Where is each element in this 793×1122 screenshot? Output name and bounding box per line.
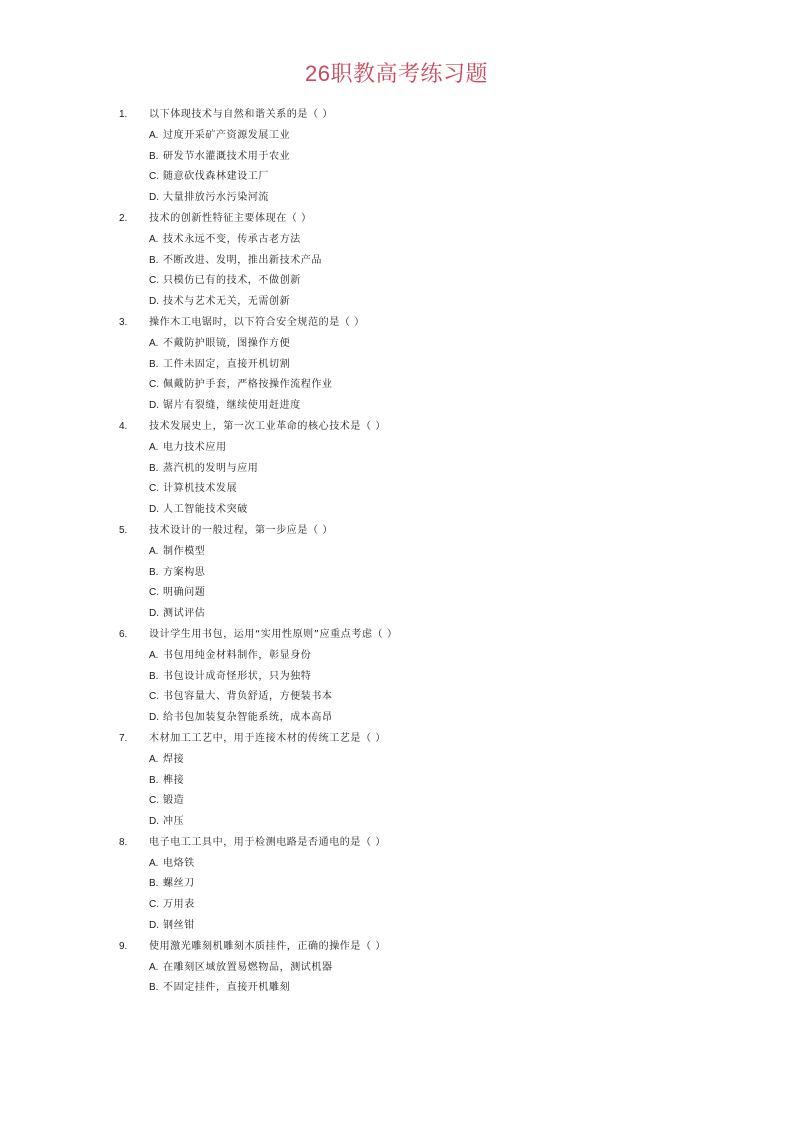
answer-option: [0, 375, 793, 396]
answer-option: [0, 687, 793, 708]
question-number: 9.: [119, 940, 128, 952]
question-number: 3.: [119, 316, 128, 328]
option-text: 不固定挂件，直接开机雕刻: [163, 982, 291, 994]
option-letter: A.: [149, 649, 159, 661]
answer-option: [0, 292, 793, 313]
option-letter: D.: [149, 712, 159, 724]
question-item: [0, 625, 793, 646]
option-letter: B.: [149, 358, 159, 370]
option-letter: C.: [149, 899, 159, 911]
option-text: 技术与艺术无关，无需创新: [163, 296, 291, 308]
question-text: 操作木工电锯时，以下符合安全规范的是（ ）: [149, 316, 365, 328]
answer-option: [0, 334, 793, 355]
option-letter: A.: [149, 545, 159, 557]
option-letter: A.: [149, 233, 159, 245]
answer-option: [0, 542, 793, 563]
option-letter: D.: [149, 504, 159, 516]
question-text: 技术的创新性特征主要体现在（ ）: [149, 212, 312, 224]
option-text: 不断改进、发明，推出新技术产品: [163, 254, 322, 266]
option-text: 人工智能技术突破: [163, 504, 248, 516]
option-text: 锻造: [163, 795, 185, 807]
page-title: 26职教高考练习题: [305, 61, 488, 86]
option-text: 书包容量大、背负舒适，方便装书本: [163, 691, 333, 703]
question-text: 电子电工工具中，用于检测电路是否通电的是（ ）: [149, 836, 386, 848]
question-text: 技术设计的一般过程，第一步应是（ ）: [149, 524, 333, 536]
question-list: [0, 105, 793, 999]
option-letter: C.: [149, 483, 159, 495]
option-letter: A.: [149, 337, 159, 349]
question-number: 2.: [119, 212, 128, 224]
option-text: 研发节水灌溉技术用于农业: [163, 150, 291, 162]
option-letter: B.: [149, 150, 159, 162]
question-item: [0, 833, 793, 854]
option-text: 制作模型: [163, 545, 206, 557]
option-text: 电烙铁: [163, 857, 195, 869]
option-text: 在雕刻区域放置易燃物品，测试机器: [163, 961, 333, 973]
option-text: 不戴防护眼镜，图操作方便: [163, 337, 291, 349]
option-text: 螺丝刀: [163, 878, 195, 890]
option-text: 电力技术应用: [163, 441, 227, 453]
option-text: 佩戴防护手套，严格按操作流程作业: [163, 379, 333, 391]
answer-option: [0, 667, 793, 688]
question-text: 木材加工工艺中，用于连接木材的传统工艺是（ ）: [149, 732, 386, 744]
option-text: 过度开采矿产资源发展工业: [163, 129, 291, 141]
question-item: [0, 937, 793, 958]
option-text: 技术永远不变，传承古老方法: [163, 233, 301, 245]
option-letter: D.: [149, 816, 159, 828]
question-number: 1.: [119, 109, 128, 120]
answer-option: [0, 916, 793, 937]
question-number: 8.: [119, 836, 128, 848]
question-number: 4.: [119, 420, 128, 432]
option-letter: C.: [149, 275, 159, 287]
option-text: 大量排放污水污染河流: [163, 192, 269, 204]
option-letter: D.: [149, 296, 159, 308]
answer-option: [0, 355, 793, 376]
option-text: 锯片有裂缝，继续使用赶进度: [163, 400, 301, 412]
option-letter: C.: [149, 795, 159, 807]
option-text: 蒸汽机的发明与应用: [163, 462, 259, 474]
question-item: [0, 417, 793, 438]
option-letter: B.: [149, 878, 159, 890]
option-text: 给书包加装复杂智能系统，成本高昂: [163, 712, 333, 724]
answer-option: [0, 750, 793, 771]
answer-option: [0, 479, 793, 500]
answer-option: [0, 895, 793, 916]
option-text: 计算机技术发展: [163, 483, 238, 495]
option-letter: A.: [149, 961, 159, 973]
option-letter: B.: [149, 254, 159, 266]
answer-option: [0, 604, 793, 625]
option-letter: D.: [149, 400, 159, 412]
option-letter: C.: [149, 587, 159, 599]
option-letter: A.: [149, 441, 159, 453]
option-text: 明确问题: [163, 587, 206, 599]
option-text: 榫接: [163, 774, 185, 786]
question-item: [0, 209, 793, 230]
option-letter: B.: [149, 462, 159, 474]
option-text: 冲压: [163, 816, 185, 828]
question-item: [0, 729, 793, 750]
question-text: 以下体现技术与自然和谐关系的是（ ）: [149, 109, 333, 120]
answer-option: [0, 646, 793, 667]
answer-option: [0, 771, 793, 792]
option-text: 方案构思: [163, 566, 206, 578]
answer-option: [0, 563, 793, 584]
option-letter: B.: [149, 670, 159, 682]
answer-option: [0, 791, 793, 812]
option-text: 测试评估: [163, 608, 206, 620]
option-letter: C.: [149, 171, 159, 183]
question-text: 设计学生用书包，运用“实用性原则”应重点考虑（ ）: [149, 628, 398, 640]
option-text: 焊接: [163, 753, 185, 765]
option-text: 书包设计成奇怪形状，只为独特: [163, 670, 312, 682]
option-letter: B.: [149, 566, 159, 578]
answer-option: [0, 167, 793, 188]
question-number: 7.: [119, 732, 128, 744]
option-letter: A.: [149, 129, 159, 141]
option-text: 书包用纯金材料制作，彰显身份: [163, 649, 312, 661]
question-number: 5.: [119, 524, 128, 536]
option-text: 钢丝钳: [163, 920, 195, 932]
answer-option: [0, 251, 793, 272]
question-item: [0, 521, 793, 542]
answer-option: [0, 708, 793, 729]
option-letter: A.: [149, 857, 159, 869]
answer-option: [0, 874, 793, 895]
answer-option: [0, 459, 793, 480]
answer-option: [0, 958, 793, 979]
option-text: 工件未固定，直接开机切割: [163, 358, 291, 370]
question-item: [0, 313, 793, 334]
answer-option: [0, 500, 793, 521]
answer-option: [0, 188, 793, 209]
question-text: 技术发展史上，第一次工业革命的核心技术是（ ）: [149, 420, 386, 432]
option-text: 只模仿已有的技术，不做创新: [163, 275, 301, 287]
option-letter: A.: [149, 753, 159, 765]
option-text: 随意砍伐森林建设工厂: [163, 171, 269, 183]
question-text: 使用激光雕刻机雕刻木质挂件，正确的操作是（ ）: [149, 940, 386, 952]
question-number: 6.: [119, 628, 128, 640]
answer-option: [0, 126, 793, 147]
option-letter: C.: [149, 379, 159, 391]
answer-option: [0, 230, 793, 251]
answer-option: [0, 147, 793, 168]
answer-option: [0, 978, 793, 999]
answer-option: [0, 854, 793, 875]
question-item: [0, 105, 793, 126]
option-letter: C.: [149, 691, 159, 703]
option-letter: B.: [149, 982, 159, 994]
answer-option: [0, 583, 793, 604]
answer-option: [0, 271, 793, 292]
answer-option: [0, 438, 793, 459]
option-letter: B.: [149, 774, 159, 786]
answer-option: [0, 812, 793, 833]
option-letter: D.: [149, 192, 159, 204]
answer-option: [0, 396, 793, 417]
option-letter: D.: [149, 608, 159, 620]
option-letter: D.: [149, 920, 159, 932]
option-text: 万用表: [163, 899, 195, 911]
